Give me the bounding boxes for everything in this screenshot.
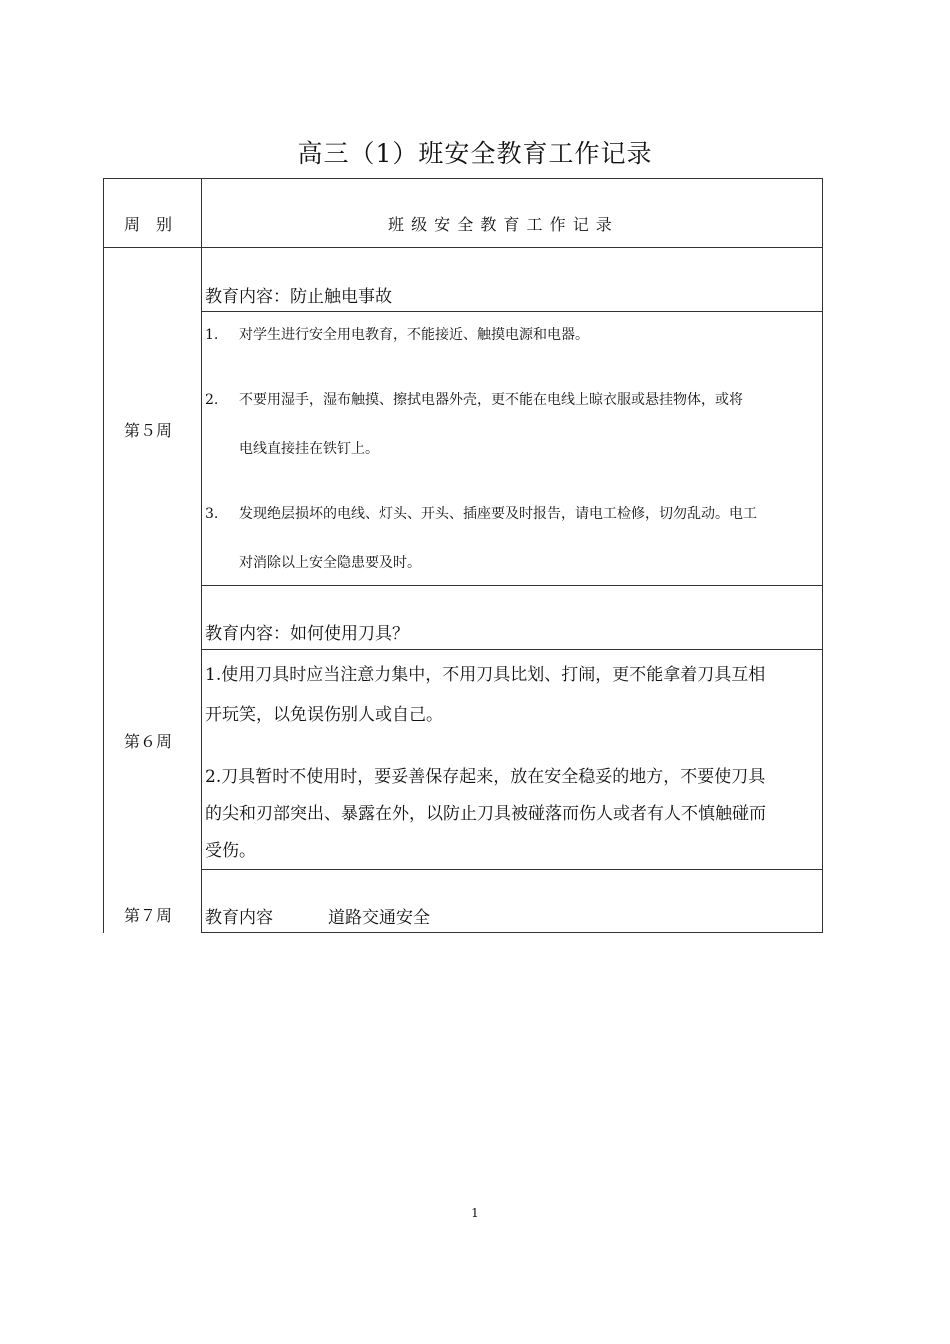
paragraph-line: 1.使用刀具时应当注意力集中，不用刀具比划、打闹，更不能拿着刀具互相 [205, 665, 766, 685]
table-right-border [822, 178, 823, 933]
topic-heading: 教育内容：防止触电事故 [205, 287, 392, 307]
week5-bottom-border [201, 585, 823, 586]
list-item-text: 不要用湿手，湿布触摸、擦拭电器外壳，更不能在电线上晾衣服或悬挂物体，或将 [239, 392, 743, 408]
week-label: 第６周 [124, 732, 173, 751]
table-top-border [103, 178, 823, 179]
paragraph-line: 开玩笑，以免误伤别人或自己。 [205, 705, 443, 725]
week7-bottom-border [201, 932, 823, 933]
list-item [205, 324, 589, 344]
week6-bottom-border [201, 869, 823, 870]
header-record-label: 班 级 安 全 教 育 工 作 记 录 [388, 215, 613, 234]
list-item [205, 503, 757, 523]
list-item-number: 1. [205, 327, 219, 343]
list-item-number: 2. [205, 392, 219, 408]
topic-heading: 教育内容：如何使用刀具？ [205, 624, 409, 644]
page-number: 1 [471, 1206, 479, 1220]
week-label: 第５周 [124, 421, 173, 440]
header-bottom-border [103, 247, 823, 248]
list-item [205, 389, 743, 409]
table-left-border [103, 178, 104, 933]
paragraph-line: 的尖和刃部突出、暴露在外，以防止刀具被碰落而伤人或者有人不慎触碰而 [205, 804, 766, 824]
list-item-number: 3. [205, 506, 219, 522]
list-item-text: 对学生进行安全用电教育，不能接近、触摸电源和电器。 [239, 327, 589, 343]
topic-value: 道路交通安全 [328, 908, 430, 928]
paragraph-line: 受伤。 [205, 841, 256, 861]
list-item-text: 发现绝层损坏的电线、灯头、开头、插座要及时报告，请电工检修，切勿乱动。电工 [239, 506, 757, 522]
list-item-continuation: 电线直接挂在铁钉上。 [239, 441, 379, 457]
week-label: 第７周 [124, 906, 173, 925]
week5-topic-divider [201, 311, 823, 312]
document-title: 高三（1）班安全教育工作记录 [297, 139, 653, 168]
paragraph-line: 2.刀具暂时不使用时，要妥善保存起来，放在安全稳妥的地方，不要使刀具 [205, 767, 766, 787]
list-item-continuation: 对消除以上安全隐患要及时。 [239, 555, 421, 571]
topic-heading: 教育内容 [205, 908, 273, 928]
column-divider [201, 178, 202, 933]
week6-topic-divider [201, 649, 823, 650]
header-week-label: 周 别 [124, 215, 173, 234]
